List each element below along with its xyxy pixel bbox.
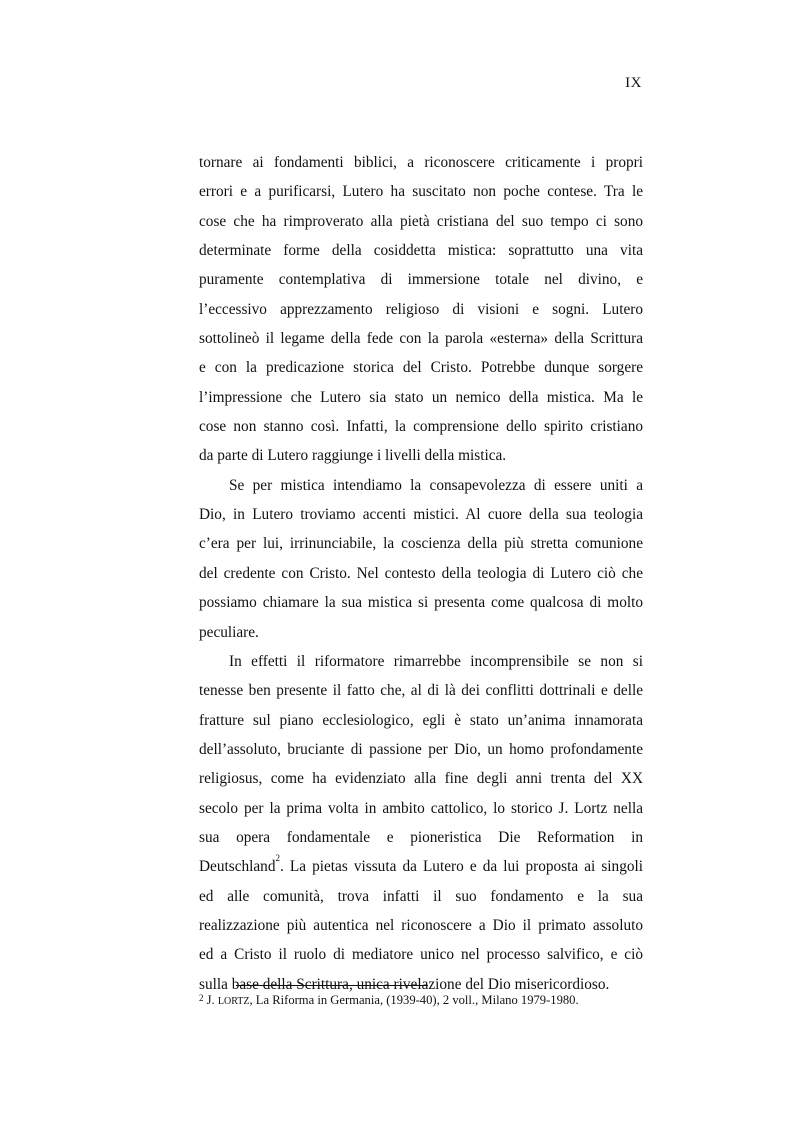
text-line: ed alle comunità, trova infatti il suo fondamento e la sua <box>199 887 643 905</box>
text-line: realizzazione più autentica nel riconoscere a Dio il primato assoluto <box>199 916 643 934</box>
text-line: del credente con Cristo. Nel contesto della teologia di Lutero ciò che <box>199 564 643 582</box>
text-line: Dio, in Lutero troviamo accenti mistici. Al cuore della sua teologia <box>199 506 643 524</box>
paragraph-1 <box>199 148 643 471</box>
footnote-reference[interactable]: 2 <box>275 853 280 864</box>
text-segment: Deutschland <box>199 858 276 876</box>
footnote-author-surname: LORTZ <box>217 996 250 1007</box>
text-line: puramente contemplativa di immersione totale nel divino, e <box>199 271 643 289</box>
text-line: tenesse ben presente il fatto che, al di là dei conflitti dottrinali e delle <box>199 682 643 700</box>
text-line: da parte di Lutero raggiunge i livelli della mistica. <box>199 447 507 465</box>
text-line: tornare ai fondamenti biblici, a riconoscere criticamente i propri <box>199 154 643 171</box>
text-line: In effetti il riformatore rimarrebbe incomprensibile se non si <box>229 652 643 670</box>
text-line: dell’assoluto, bruciante di passione per Dio, un homo profondamente <box>199 740 643 758</box>
text-line: peculiare. <box>199 623 259 641</box>
text-line: l’eccessivo apprezzamento religioso di visioni e sogni. Lutero <box>199 300 643 318</box>
text-line: errori e a purificarsi, Lutero ha suscitato non poche contese. Tra le <box>199 183 643 201</box>
text-line: possiamo chiamare la sua mistica si presenta come qualcosa di molto <box>199 594 643 612</box>
text-line: Se per mistica intendiamo la consapevolezza di essere uniti a <box>229 476 643 494</box>
text-line: l’impressione che Lutero sia stato un nemico della mistica. Ma le <box>199 388 643 406</box>
text-line: sottolineò il legame della fede con la parola «esterna» della Scrittura <box>199 330 643 348</box>
text-line: determinate forme della cosiddetta mistica: soprattutto una vita <box>199 242 643 260</box>
text-line-with-footnote-ref <box>199 852 643 881</box>
footnote-separator <box>236 985 428 986</box>
paragraph-2 <box>199 471 643 647</box>
text-line: religiosus, come ha evidenziato alla fine degli anni trenta del XX <box>199 770 643 788</box>
footnote-marker: 2 <box>199 993 204 1003</box>
text-segment: . La pietas vissuta da Lutero e da lui proposta ai singoli <box>279 858 643 876</box>
text-line: fratture sul piano ecclesiologico, egli è stato un’anima innamorata <box>199 711 643 729</box>
text-line: ed a Cristo il ruolo di mediatore unico nel processo salvifico, e ciò <box>199 946 643 964</box>
text-line: c’era per lui, irrinunciabile, la coscienza della più stretta comunione <box>199 535 643 553</box>
text-line: secolo per la prima volta in ambito cattolico, lo storico J. Lortz nella <box>199 799 643 817</box>
paragraph-3 <box>199 647 643 999</box>
text-line: cose non stanno così. Infatti, la comprensione dello spirito cristiano <box>199 418 643 436</box>
footnote-author-initial: J. <box>206 993 215 1007</box>
page-number: IX <box>625 75 642 91</box>
footnote-citation: , La Riforma in Germania, (1939-40), 2 voll., Milano 1979-1980. <box>249 993 579 1007</box>
text-line: e con la predicazione storica del Cristo. Potrebbe dunque sorgere <box>199 359 643 377</box>
footnote <box>199 992 579 1010</box>
text-line: cose che ha rimproverato alla pietà cristiana del suo tempo ci sono <box>199 212 643 230</box>
text-line: sulla base della Scrittura, unica rivelazione del Dio misericordioso. <box>199 975 610 993</box>
text-line: sua opera fondamentale e pioneristica Die Reformation in <box>199 828 643 846</box>
body-text <box>199 148 643 999</box>
